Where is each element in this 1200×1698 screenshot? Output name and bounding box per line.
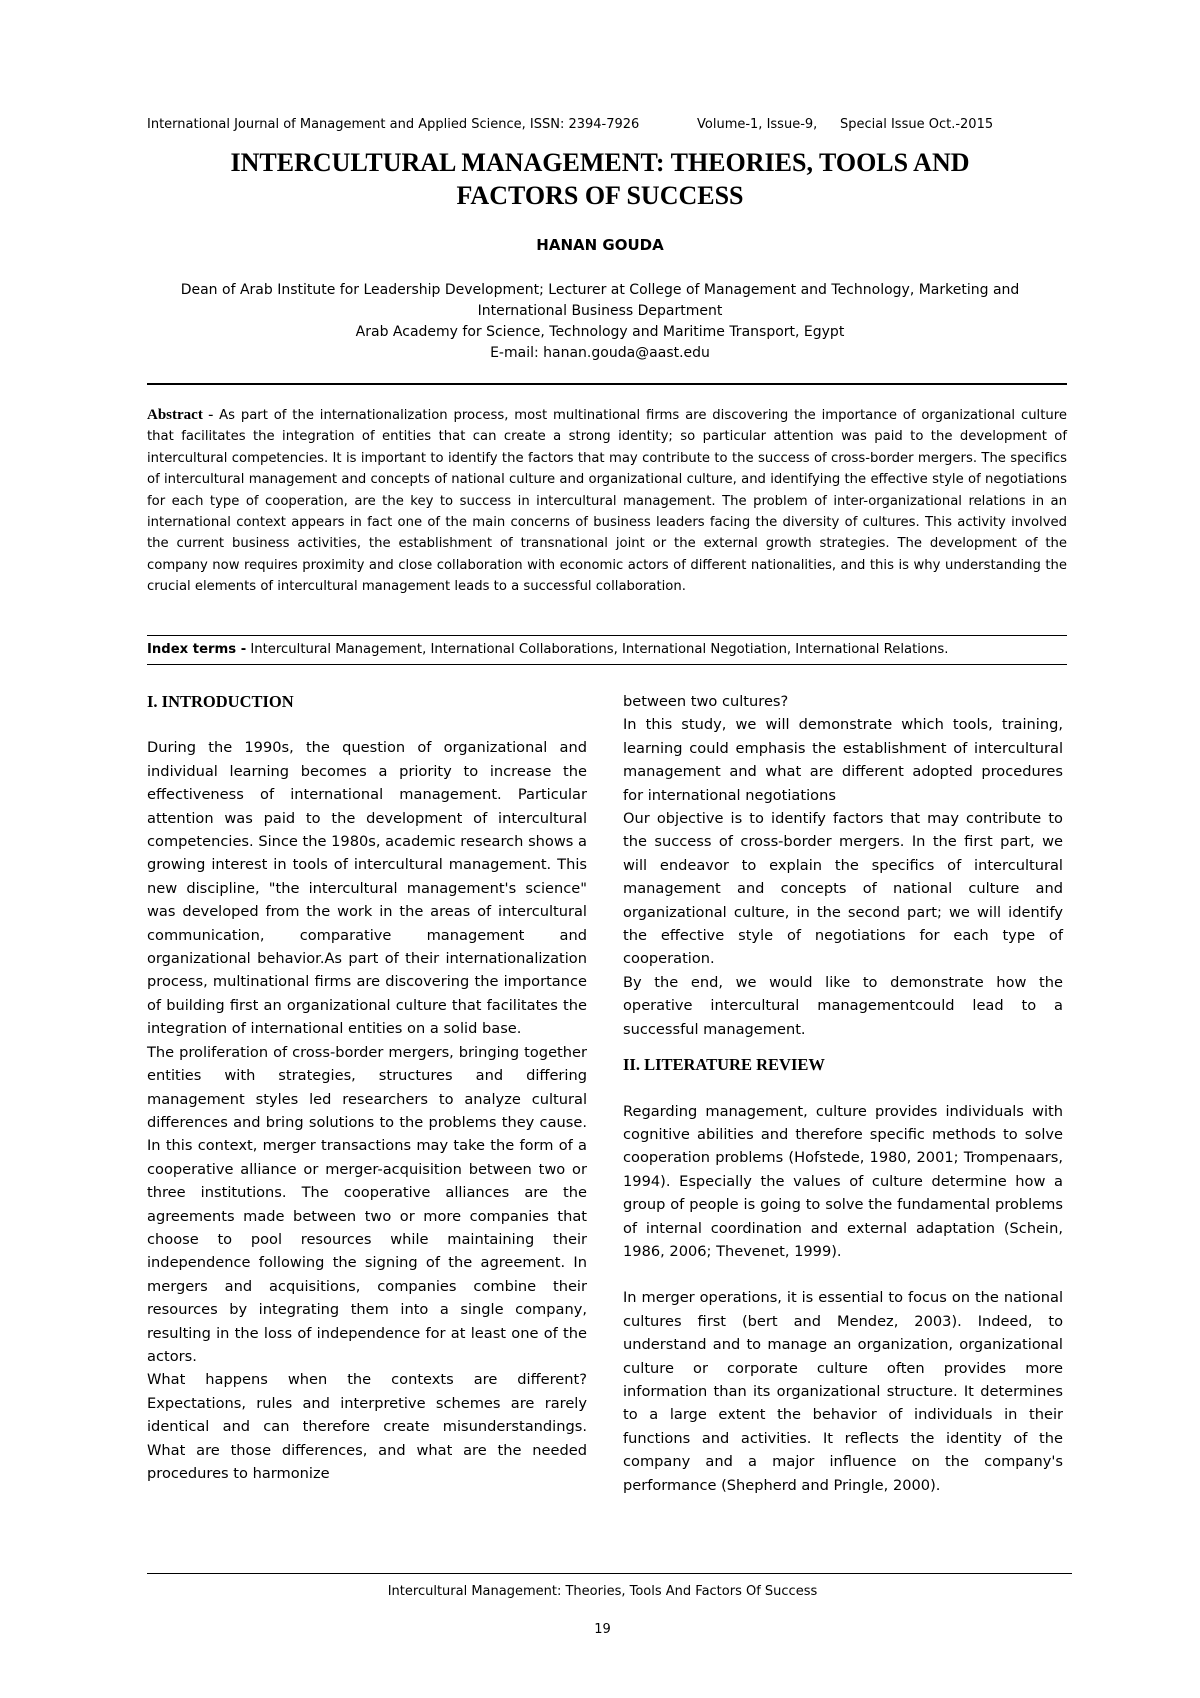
intro-paragraph-3: What happens when the contexts are different? Expectations, rules and interpretive schemes are rarely identical and can therefore create misunderstandings. What are those differences, and what are the needed procedures to harmonize: [147, 1371, 587, 1482]
intro-paragraph-3-cont: between two cultures?: [623, 693, 789, 710]
intro-paragraph-1: During the 1990s, the question of organizational and individual learning becomes a priority to increase the effectiveness of international management. Particular attention was paid to the development of intercultural competencies. Since the 1980s, academic research shows a growing interest in tools of intercultural management. This new discipline, "the intercultural management's science" was developed from the work in the areas of intercultural communication, comparative management and organizational behavior.As part of their internationalization process, multinational firms are discovering the importance of building first an organizational culture that facilitates the integration of international entities on a solid base.: [147, 739, 587, 1038]
volume-issue: Volume-1, Issue-9,: [697, 117, 818, 132]
index-terms-bottom-rule: [147, 664, 1067, 665]
intro-paragraph-5: Our objective is to identify factors that may contribute to the success of cross-border mergers. In the first part, we will endeavor to explain the specifics of intercultural management and concepts of national culture and organizational culture, in the second part; we will identify the effective style of negotiations for each type of cooperation.: [623, 810, 1063, 968]
running-header: [147, 117, 1072, 132]
title-line-1: INTERCULTURAL MANAGEMENT: THEORIES, TOOLS AND: [230, 148, 970, 177]
page-number: 19: [594, 1622, 611, 1637]
right-column: [623, 690, 1063, 1497]
left-column: [147, 690, 587, 1485]
paper-title: [140, 146, 1060, 212]
index-terms-top-rule: [147, 635, 1067, 636]
running-footer: Intercultural Management: Theories, Tools And Factors Of Success: [387, 1584, 818, 1599]
author-affiliation: [140, 280, 1060, 364]
affiliation-line-2: International Business Department: [477, 303, 723, 319]
section-heading-introduction: I. INTRODUCTION: [147, 692, 294, 711]
special-issue: Special Issue Oct.-2015: [840, 117, 994, 132]
affiliation-line-1: Dean of Arab Institute for Leadership Development; Lecturer at College of Management and Technology, Marketing and: [180, 282, 1020, 298]
intro-paragraph-6: By the end, we would like to demonstrate how the operative intercultural managementcould lead to a successful management.: [623, 973, 1063, 1038]
title-line-2: FACTORS OF SUCCESS: [456, 181, 744, 210]
index-terms: [147, 642, 1067, 657]
index-terms-text: Intercultural Management, International Collaborations, International Negotiation, International Relations.: [250, 642, 949, 657]
intro-paragraph-4: In this study, we will demonstrate which tools, training, learning could emphasis the establishment of intercultural management and what are different adopted procedures for international negotiations: [623, 716, 1063, 804]
literature-paragraph-2: In merger operations, it is essential to focus on the national cultures first (bert and Mendez, 2003). Indeed, to understand and to manage an organization, organizational culture or corporate culture often provides more information than its organizational structure. It determines to a large extent the behavior of individuals in their functions and activities. It reflects the identity of the company and a major influence on the company's performance (Shepherd and Pringle, 2000).: [623, 1289, 1063, 1494]
abstract-text: As part of the internationalization process, most multinational firms are discovering the importance of organizational culture that facilitates the integration of entities that can create a strong identity; so particular attention was paid to the development of intercultural competencies. It is important to identify the factors that may contribute to the success of cross-border mergers. The specifics of intercultural management and concepts of national culture and organizational culture, and identifying the effective style of negotiations for each type of cooperation, are the key to success in intercultural management. The problem of inter-organizational relations in an international context appears in fact one of the main concerns of business leaders facing the diversity of cultures. This activity involved the current business activities, the establishment of transnational joint or the external growth strategies. The development of the company now requires proximity and close collaboration with economic actors of different nationalities, and this is why understanding the crucial elements of intercultural management leads to a successful collaboration.: [147, 408, 1067, 595]
header-divider: [147, 383, 1067, 385]
section-heading-literature-review: II. LITERATURE REVIEW: [623, 1055, 825, 1075]
literature-paragraph-1: Regarding management, culture provides individuals with cognitive abilities and therefore specific methods to solve cooperation problems (Hofstede, 1980, 2001; Trompenaars, 1994). Especially the values of culture determine how a group of people is going to solve the fundamental problems of internal coordination and external adaptation (Schein, 1986, 2006; Thevenet, 1999).: [623, 1102, 1063, 1260]
intro-paragraph-2: The proliferation of cross-border mergers, bringing together entities with strategies, structures and differing management styles led researchers to analyze cultural differences and bring solutions to the problems they cause. In this context, merger transactions may take the form of a cooperative alliance or merger-acquisition between two or three institutions. The cooperative alliances are the agreements made between two or more companies that choose to pool resources while maintaining their independence following the signing of the agreement. In mergers and acquisitions, companies combine their resources by integrating them into a single company, resulting in the loss of independence for at least one of the actors.: [147, 1043, 587, 1365]
author-name: HANAN GOUDA: [536, 236, 664, 254]
footer-divider: [147, 1573, 1072, 1574]
index-terms-label: Index terms -: [147, 642, 247, 657]
abstract-label: Abstract -: [147, 407, 214, 423]
affiliation-line-3: Arab Academy for Science, Technology and Maritime Transport, Egypt: [355, 324, 845, 340]
author-email: E-mail: hanan.gouda@aast.edu: [490, 345, 710, 361]
abstract: [147, 405, 1067, 598]
journal-name: International Journal of Management and Applied Science, ISSN: 2394-7926: [147, 117, 640, 132]
